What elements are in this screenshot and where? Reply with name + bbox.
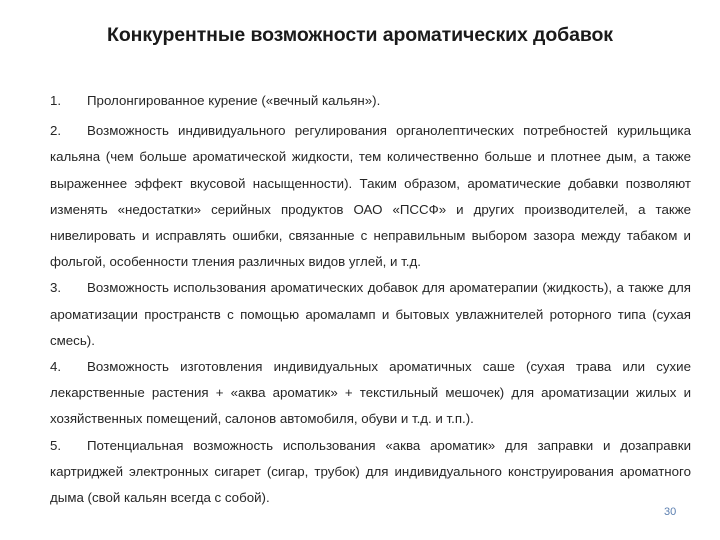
list-item xyxy=(50,275,691,354)
item-number: 3. xyxy=(50,280,62,296)
item-text: Потенциальная возможность использования «аква ароматик» для заправки и дозаправки картриджей электронных сигарет (сигар, трубок) для индивидуального конструирования ароматного дыма (свой кальян всегда с собой). xyxy=(50,437,691,506)
list-item xyxy=(50,354,691,433)
list-item xyxy=(50,118,691,275)
item-number: 1. xyxy=(50,93,62,108)
item-number: 2. xyxy=(50,123,62,139)
page-number: 30 xyxy=(664,506,677,518)
item-text: Пролонгированное курение («вечный кальян»). xyxy=(87,93,381,108)
item-number: 5. xyxy=(50,437,62,453)
item-list xyxy=(50,88,691,511)
item-text: Возможность изготовления индивидуальных ароматичных саше (сухая трава или сухие лекарственные растения + «аква ароматик» + текстильный мешочек) для ароматизации жилых и хозяйственных помещений, салонов автомобиля, обуви и т.д. и т.п.). xyxy=(50,359,691,427)
item-text: Возможность использования ароматических добавок для ароматерапии (жидкость), а также для ароматизации пространств с помощью аромалaмп и бытовых увлажнителей роторного типа (сухая смесь). xyxy=(50,280,691,348)
list-item xyxy=(50,88,691,114)
slide-title: Конкурентные возможности ароматических добавок xyxy=(107,24,613,46)
list-item xyxy=(50,433,691,512)
item-number: 4. xyxy=(50,359,62,375)
item-text: Возможность индивидуального регулирования органолептических потребностей курильщика кальяна (чем больше ароматической жидкости, тем количественно больше и плотнее дым, а также выраженнее эффект вкусовой насыщенности). Таким образом, ароматические добавки позволяют изменять «недостатки» серийных продуктов ОАО «ПССФ» и других производителей, а также нивелировать и исправлять ошибки, связанные с неправильным выбором зазора между табаком и фольгой, особенности тления различных видов углей, и т.д. xyxy=(50,123,691,270)
